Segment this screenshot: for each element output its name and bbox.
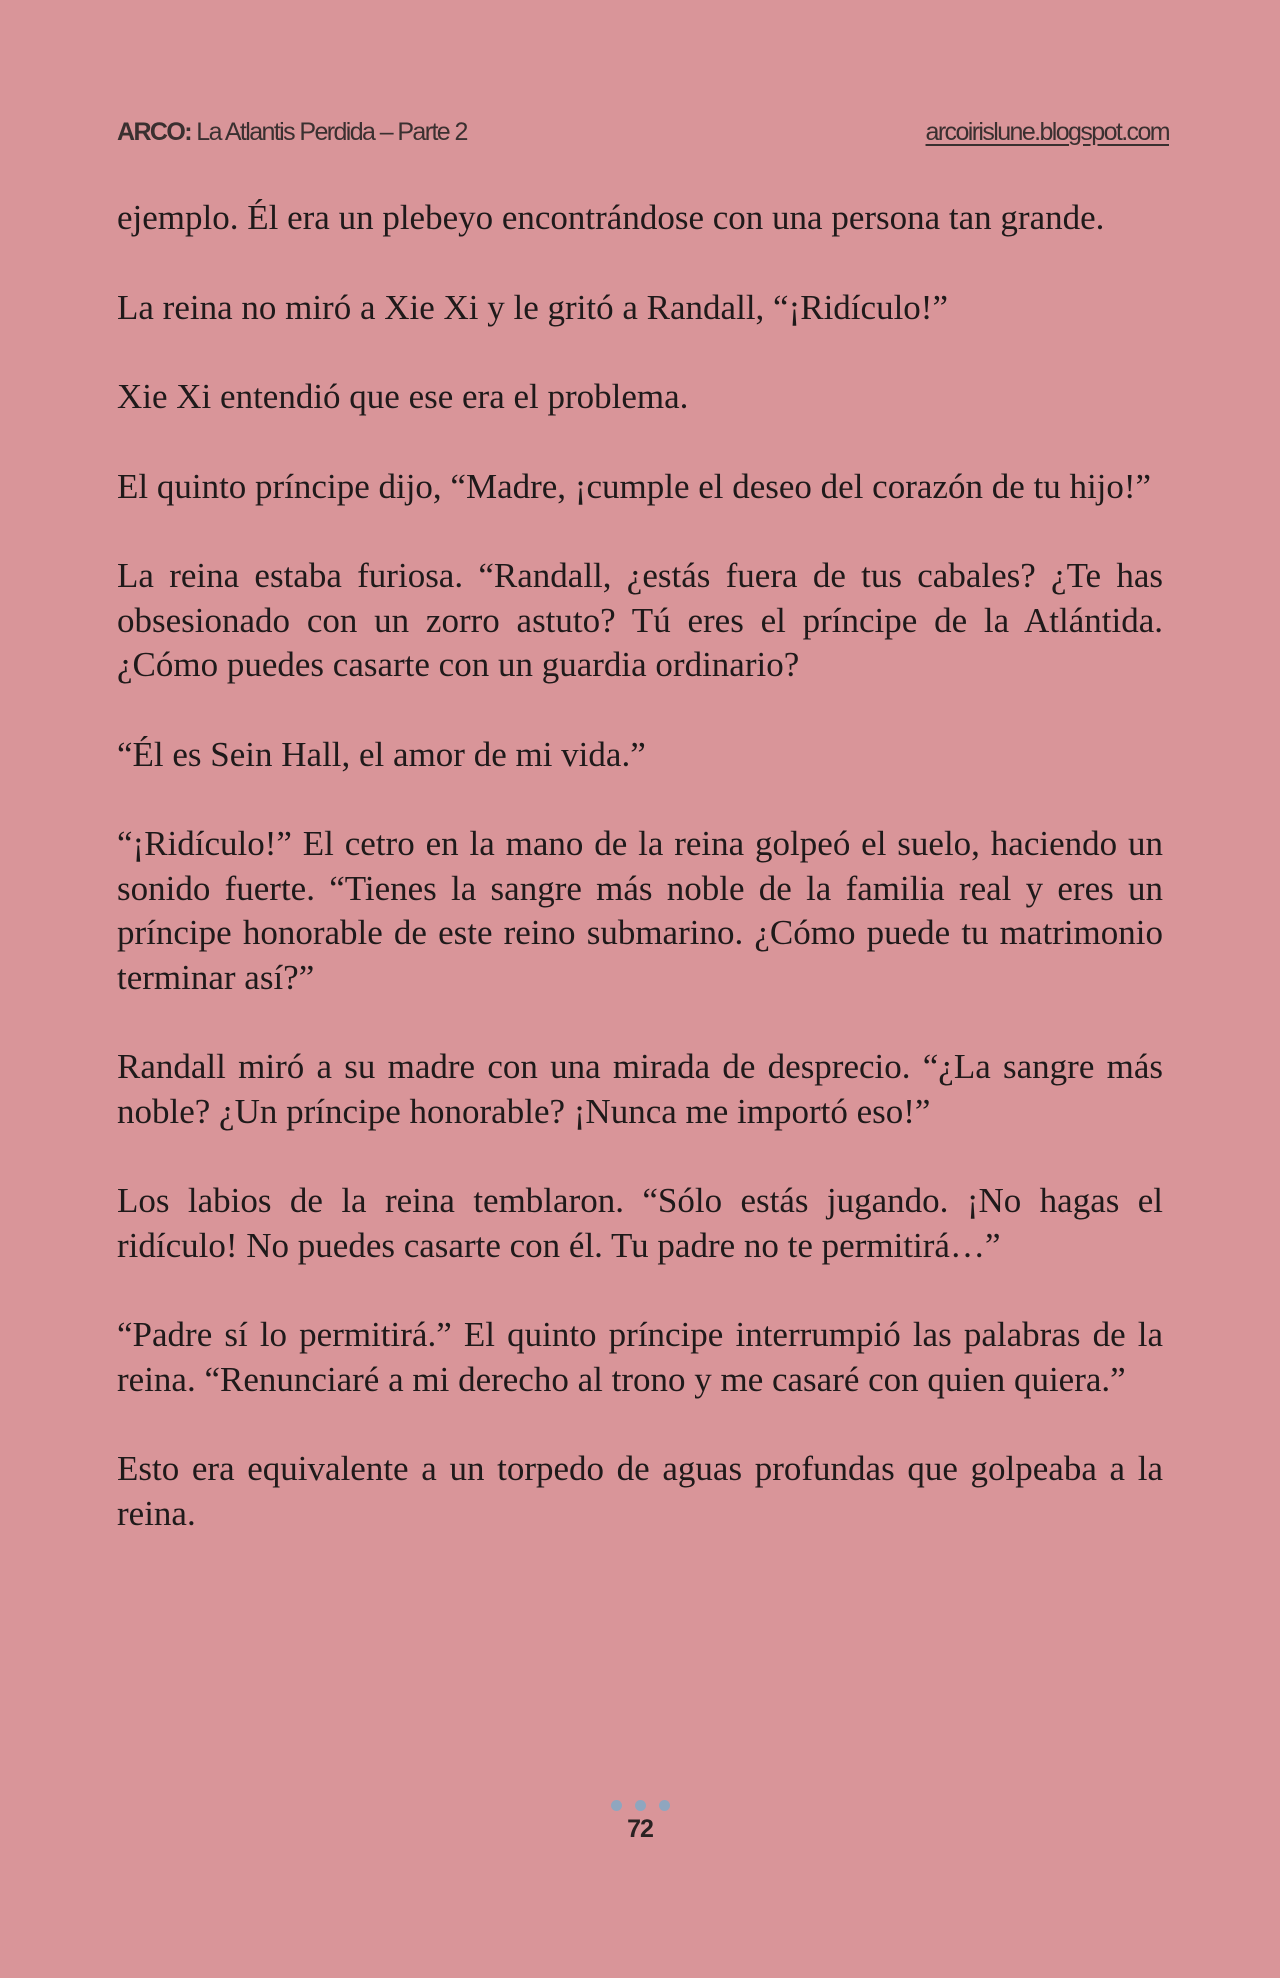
paragraph: Randall miró a su madre con una mirada de desprecio. “¿La sangre más noble? ¿Un príncipe honorable? ¡Nunca me importó eso!” — [117, 1047, 1163, 1131]
page-body — [117, 196, 1163, 1581]
paragraph: Xie Xi entendió que ese era el problema. — [117, 377, 689, 416]
book-title — [117, 118, 467, 147]
dot-icon — [611, 1800, 622, 1811]
website-link[interactable]: arcoirislune.blogspot.com — [925, 118, 1169, 146]
paragraph: La reina no miró a Xie Xi y le gritó a Randall, “¡Ridículo!” — [117, 287, 948, 327]
book-subtitle: La Atlantis Perdida – Parte 2 — [190, 118, 467, 146]
paragraph: “¡Ridículo!” El cetro en la mano de la reina golpeó el suelo, haciendo un sonido fuerte. “Tienes la sangre más noble de la familia real y eres un príncipe honorable de este reino submarino. ¿Cómo puede tu matrimonio terminar así?” — [117, 824, 1163, 997]
dots-ornament-icon — [0, 1800, 1280, 1812]
running-header — [117, 118, 1169, 158]
paragraph: Los labios de la reina temblaron. “Sólo estás jugando. ¡No hagas el ridículo! No puedes casarte con él. Tu padre no te permitirá…” — [117, 1181, 1163, 1265]
paragraph: La reina estaba furiosa. “Randall, ¿estás fuera de tus cabales? ¿Te has obsesionado con un zorro astuto? Tú eres el príncipe de la Atlántida. ¿Cómo puedes casarte con un guardia ordinario? — [117, 556, 1163, 684]
paragraph: “Padre sí lo permitirá.” El quinto príncipe interrumpió las palabras de la reina. “Renunciaré a mi derecho al trono y me casaré con quien quiera.” — [117, 1315, 1163, 1399]
dot-icon — [635, 1800, 646, 1811]
paragraph: ejemplo. Él era un plebeyo encontrándose con una persona tan grande. — [117, 198, 1105, 237]
page-number: 72 — [627, 1815, 653, 1843]
page-footer — [0, 1800, 1280, 1844]
paragraph: Esto era equivalente a un torpedo de aguas profundas que golpeaba a la reina. — [117, 1449, 1163, 1533]
series-name: ARCO: — [117, 118, 191, 146]
paragraph: “Él es Sein Hall, el amor de mi vida.” — [117, 734, 646, 774]
dot-icon — [659, 1800, 670, 1811]
paragraph: El quinto príncipe dijo, “Madre, ¡cumple el deseo del corazón de tu hijo!” — [117, 466, 1152, 506]
